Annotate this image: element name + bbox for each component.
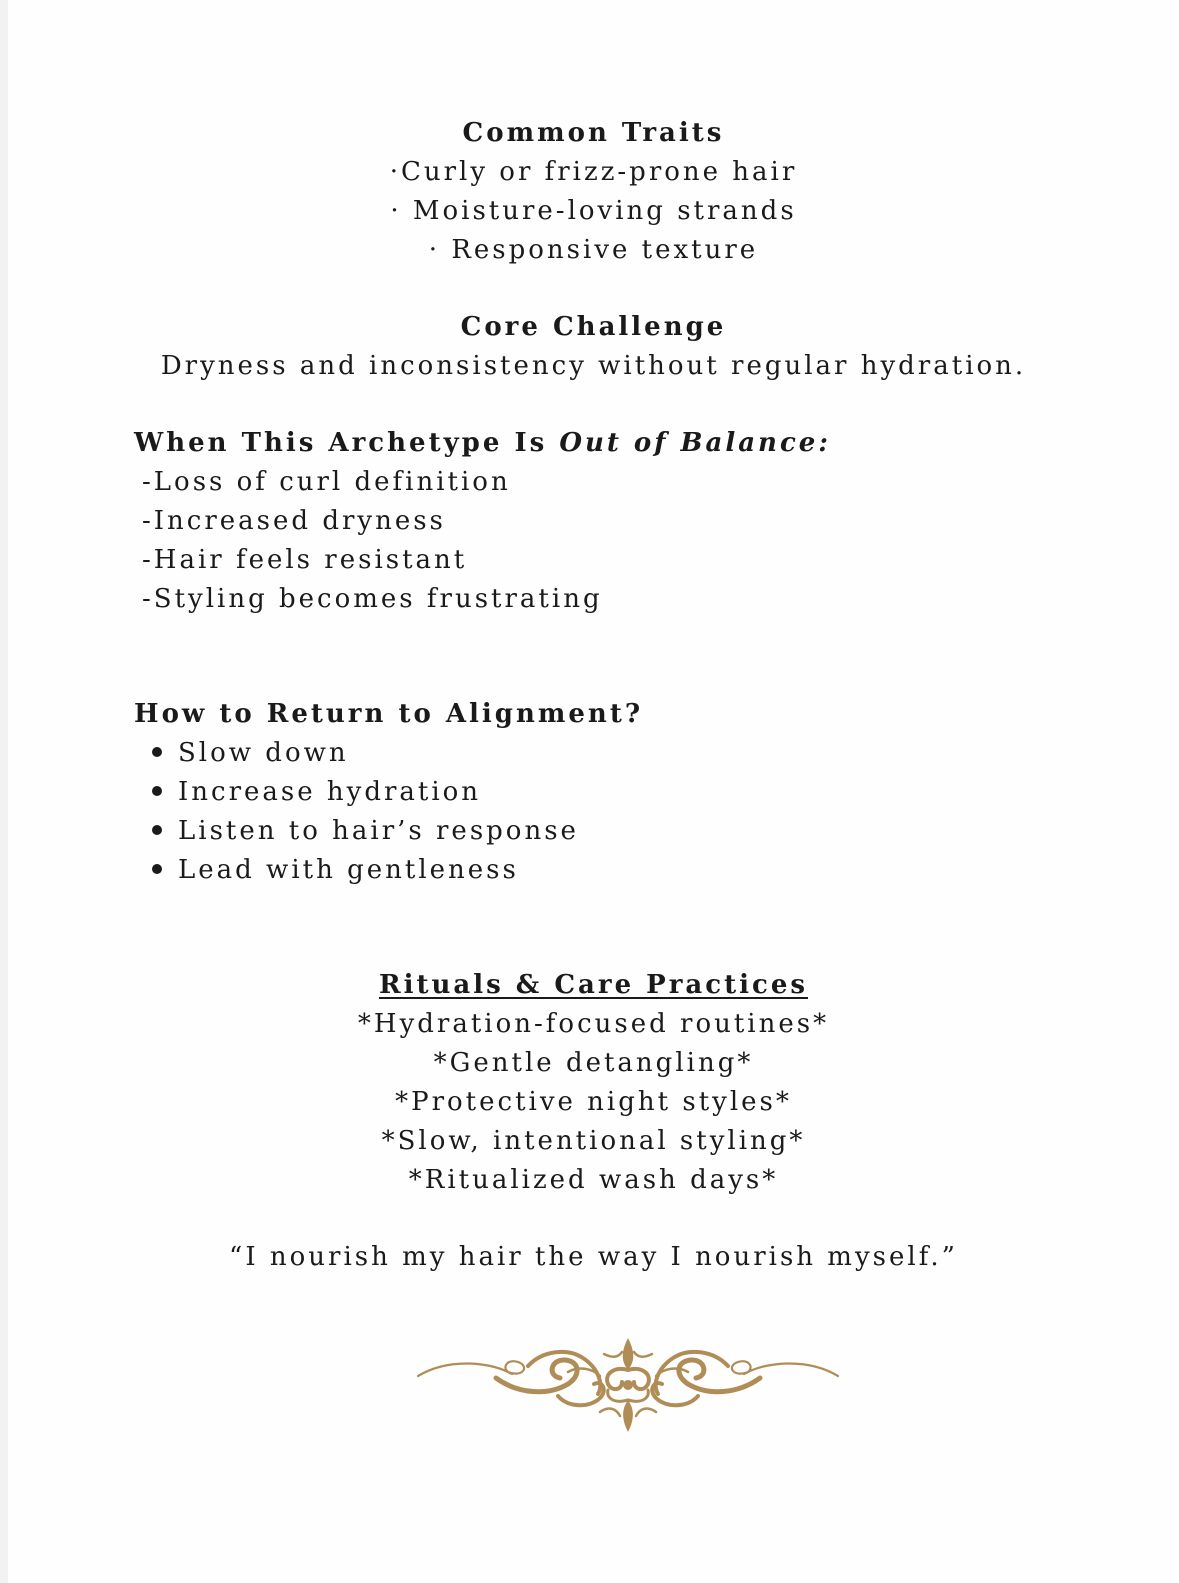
alignment-item	[152, 775, 481, 809]
ritual-item: *Slow, intentional styling*	[381, 1126, 806, 1156]
document-page	[8, 0, 1179, 1583]
out-of-balance-heading-prefix: When This Archetype Is	[134, 428, 560, 458]
common-traits-item: ·Curly or frizz-prone hair	[389, 157, 798, 187]
ritual-item: *Hydration-focused routines*	[357, 1009, 830, 1039]
core-challenge-text: Dryness and inconsistency without regular hydration.	[160, 351, 1027, 381]
rituals-heading: Rituals & Care Practices	[379, 970, 808, 1000]
core-challenge-heading: Core Challenge	[460, 312, 727, 342]
out-of-balance-item: -Hair feels resistant	[142, 545, 468, 575]
affirmation-quote: “I nourish my hair the way I nourish myself.”	[229, 1242, 958, 1272]
bullet-icon	[152, 747, 162, 757]
alignment-item-label: Increase hydration	[178, 777, 482, 807]
alignment-item	[152, 736, 349, 770]
ritual-item: *Protective night styles*	[395, 1087, 792, 1117]
out-of-balance-item: -Increased dryness	[142, 506, 446, 536]
ritual-item: *Ritualized wash days*	[408, 1165, 779, 1195]
common-traits-item: · Moisture-loving strands	[390, 196, 797, 226]
ritual-item: *Gentle detangling*	[433, 1048, 754, 1078]
out-of-balance-heading-emphasis: Out of Balance:	[559, 428, 831, 458]
alignment-heading: How to Return to Alignment?	[134, 699, 644, 729]
out-of-balance-item: -Loss of curl definition	[142, 467, 511, 497]
bullet-icon	[152, 786, 162, 796]
alignment-item-label: Slow down	[178, 738, 349, 768]
out-of-balance-item: -Styling becomes frustrating	[142, 584, 603, 614]
alignment-item	[152, 853, 519, 887]
common-traits-heading: Common Traits	[462, 118, 725, 148]
bullet-icon	[152, 864, 162, 874]
out-of-balance-heading	[134, 426, 831, 460]
bullet-icon	[152, 825, 162, 835]
alignment-item-label: Listen to hair’s response	[178, 816, 579, 846]
alignment-item-label: Lead with gentleness	[178, 855, 519, 885]
alignment-item	[152, 814, 579, 848]
flourish-divider-icon	[408, 1336, 848, 1436]
common-traits-item: · Responsive texture	[428, 235, 759, 265]
